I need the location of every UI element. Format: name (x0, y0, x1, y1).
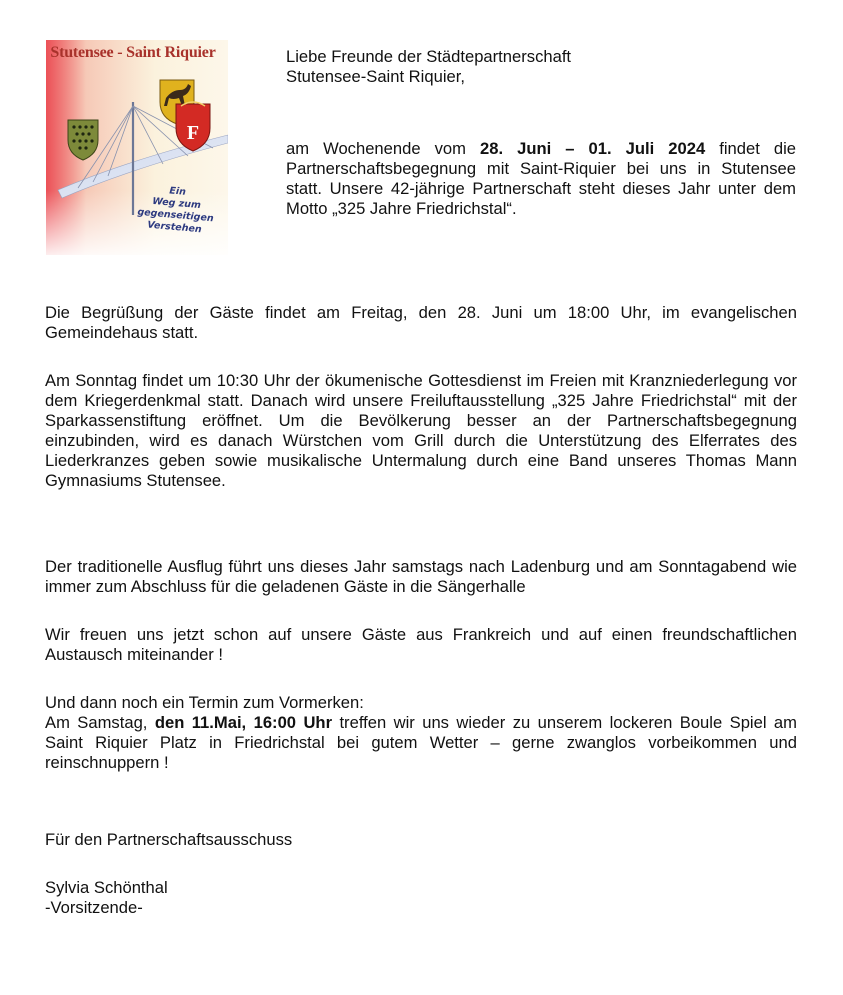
event-dates: 28. Juni – 01. Juli 2024 (480, 139, 706, 158)
termin-post: treffen wir uns wieder zu unserem lockeren Boule Spiel am Saint Riquier Platz in Friedrichstal bei gutem Wetter – gerne zwanglos vorbeikommen und reinschnuppern ! (45, 713, 797, 772)
partnership-logo (38, 40, 228, 255)
logo-motto-line: gegenseitigen (136, 206, 215, 225)
trip-text: Der traditionelle Ausflug führt uns dieses Jahr samstags nach Ladenburg und am Sonntagabend wie immer zum Abschluss für die geladenen Gäste in die Sängerhalle (45, 557, 797, 596)
termin-heading: Und dann noch ein Termin zum Vormerken: (45, 693, 364, 712)
closing-committee: Für den Partnerschaftsausschuss (45, 830, 293, 849)
intro-pre: am Wochenende vom (286, 139, 481, 158)
logo-motto-line: Verstehen (146, 219, 203, 236)
termin-paragraph (45, 693, 797, 773)
intro-post: findet die Partnerschaftsbegegnung mit Saint-Riquier bei uns in Stutensee statt. Unsere 42-jährige Partnerschaft steht dieses Jahr unter dem Motto „325 Jahre Friedrichstal“. (286, 139, 797, 218)
looking-forward-text: Wir freuen uns jetzt schon auf unsere Gäste aus Frankreich und auf einen freundschaftlichen Austausch miteinander ! (45, 625, 797, 664)
greeting-line-2: Stutensee-Saint Riquier, (286, 67, 465, 86)
greeting-line-1: Liebe Freunde der Städtepartnerschaft (286, 47, 572, 66)
signature-role: -Vorsitzende- (45, 898, 143, 917)
logo-motto-line: Ein (168, 185, 187, 198)
looking-forward-paragraph (45, 625, 797, 665)
sunday-text: Am Sonntag findet um 10:30 Uhr der ökumenische Gottesdienst im Freien mit Kranzniederlegung vor dem Kriegerdenkmal statt. Danach wird unsere Freiluftausstellung „325 Jahre Friedrichstal“ mit der Sparkassenstiftung eröffnet. Um die Bevölkerung besser an der Partnerschaftsbegegnung einzubinden, wird es danach Würstchen vom Grill durch die Unterstützung des Elferrates des Liederkranzes geben sowie musikalische Untermalung durch eine Band unseres Thomas Mann Gymnasiums Stutensee. (45, 371, 797, 490)
logo-motto (124, 182, 228, 239)
closing (45, 830, 545, 850)
welcome-text: Die Begrüßung der Gäste findet am Freitag, den 28. Juni um 18:00 Uhr, im evangelischen Gemeindehaus statt. (45, 303, 797, 342)
intro-paragraph (286, 139, 796, 219)
termin-pre: Am Samstag, (45, 713, 155, 732)
logo-title: Stutensee - Saint Riquier (50, 44, 216, 61)
signature-name: Sylvia Schönthal (45, 878, 168, 897)
logo-motto-line: Weg zum (151, 195, 202, 212)
welcome-paragraph (45, 303, 797, 343)
signature (45, 878, 545, 918)
trip-paragraph (45, 557, 797, 597)
termin-date: den 11.Mai, 16:00 Uhr (154, 713, 333, 732)
greeting (286, 47, 806, 87)
sunday-paragraph (45, 371, 797, 491)
logo-shield-letter: F (186, 122, 200, 144)
